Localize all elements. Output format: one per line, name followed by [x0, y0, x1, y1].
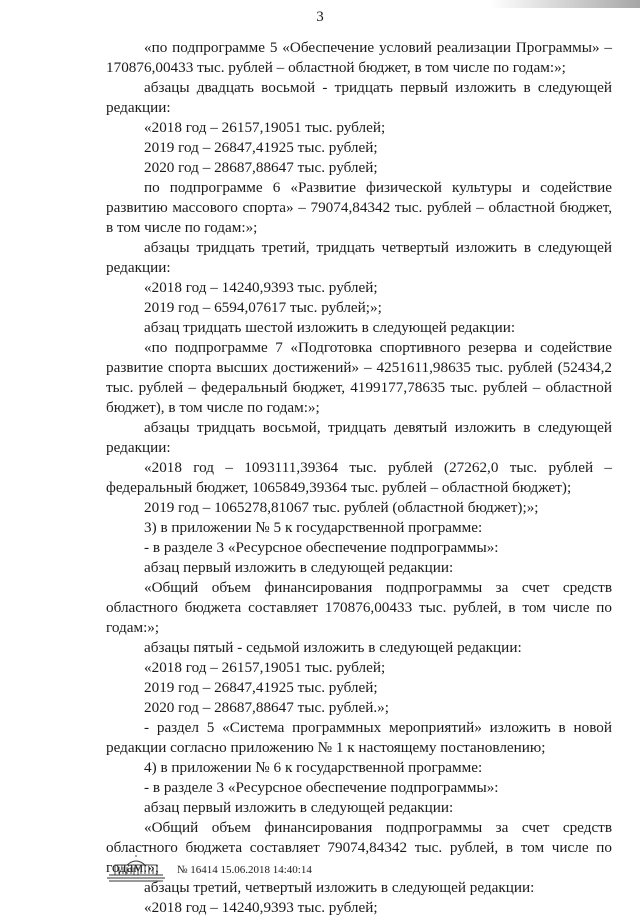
paragraph: абзац первый изложить в следующей редакции:: [144, 559, 454, 576]
page-number: 3: [316, 9, 324, 25]
paragraph: 3) в приложении № 5 к государственной программе:: [144, 519, 483, 536]
paragraph: «2018 год – 26157,19051 тыс. рублей;: [144, 659, 386, 676]
paragraph: «2018 год – 14240,9393 тыс. рублей;: [144, 899, 378, 916]
paragraph: 4) в приложении № 6 к государственной программе:: [144, 759, 483, 776]
paragraph: абзацы пятый - седьмой изложить в следующей редакции:: [144, 639, 522, 656]
document-footer: [105, 855, 345, 883]
paragraph: «Общий объем финансирования подпрограммы за счет средств областного бюджета составляет 170876,00433 тыс. рублей, в том числе по годам:»;: [106, 579, 612, 636]
scan-edge-shadow: [490, 0, 640, 8]
paragraph: «по подпрограмме 7 «Подготовка спортивного резерва и содействие развитие спорта высших достижений» – 4251611,98635 тыс. рублей (52434,2 тыс. рублей – федеральный бюджет, 4199177,78635 тыс. рублей – областной бюджет), в том числе по годам:»;: [106, 339, 612, 416]
paragraph: «по подпрограмме 5 «Обеспечение условий реализации Программы» – 170876,00433 тыс. рублей – областной бюджет, в том числе по годам:»;: [106, 39, 612, 76]
paragraph: абзацы тридцать третий, тридцать четвертый изложить в следующей редакции:: [106, 239, 612, 276]
paragraph: 2019 год – 1065278,81067 тыс. рублей (областной бюджет);»;: [144, 499, 539, 516]
paragraph: абзацы двадцать восьмой - тридцать первый изложить в следующей редакции:: [106, 79, 612, 116]
document-body: [106, 38, 612, 918]
paragraph: «2018 год – 26157,19051 тыс. рублей;: [144, 119, 386, 136]
paragraph: 2019 год – 26847,41925 тыс. рублей;: [144, 679, 378, 696]
government-building-emblem-icon: [105, 855, 167, 883]
paragraph: - в разделе 3 «Ресурсное обеспечение подпрограммы»:: [144, 539, 499, 556]
paragraph: 2019 год – 26847,41925 тыс. рублей;: [144, 139, 378, 156]
paragraph: абзац тридцать шестой изложить в следующей редакции:: [144, 319, 516, 336]
paragraph: по подпрограмме 6 «Развитие физической культуры и содействие развитию массового спорта» – 79074,84342 тыс. рублей – областной бюджет, в том числе по годам:»;: [106, 179, 612, 236]
paragraph: - раздел 5 «Система программных мероприятий» изложить в новой редакции согласно приложению № 1 к настоящему постановлению;: [106, 719, 612, 756]
paragraph: «Общий объем финансирования подпрограммы за счет средств областного бюджета составляет 79074,84342 тыс. рублей, в том числе по годам:»;: [106, 819, 612, 876]
registration-stamp: № 16414 15.06.2018 14:40:14: [177, 864, 312, 876]
paragraph: «2018 год – 1093111,39364 тыс. рублей (27262,0 тыс. рублей – федеральный бюджет, 1065849,39364 тыс. рублей – областной бюджет);: [106, 459, 612, 496]
paragraph: 2019 год – 6594,07617 тыс. рублей;»;: [144, 299, 382, 316]
paragraph: - в разделе 3 «Ресурсное обеспечение подпрограммы»:: [144, 779, 499, 796]
paragraph: абзацы тридцать восьмой, тридцать девятый изложить в следующей редакции:: [106, 419, 612, 456]
paragraph: 2020 год – 28687,88647 тыс. рублей;: [144, 159, 378, 176]
paragraph: абзац первый изложить в следующей редакции:: [144, 799, 454, 816]
paragraph: абзацы третий, четвертый изложить в следующей редакции:: [144, 879, 535, 896]
paragraph: 2020 год – 28687,88647 тыс. рублей.»;: [144, 699, 389, 716]
paragraph: «2018 год – 14240,9393 тыс. рублей;: [144, 279, 378, 296]
